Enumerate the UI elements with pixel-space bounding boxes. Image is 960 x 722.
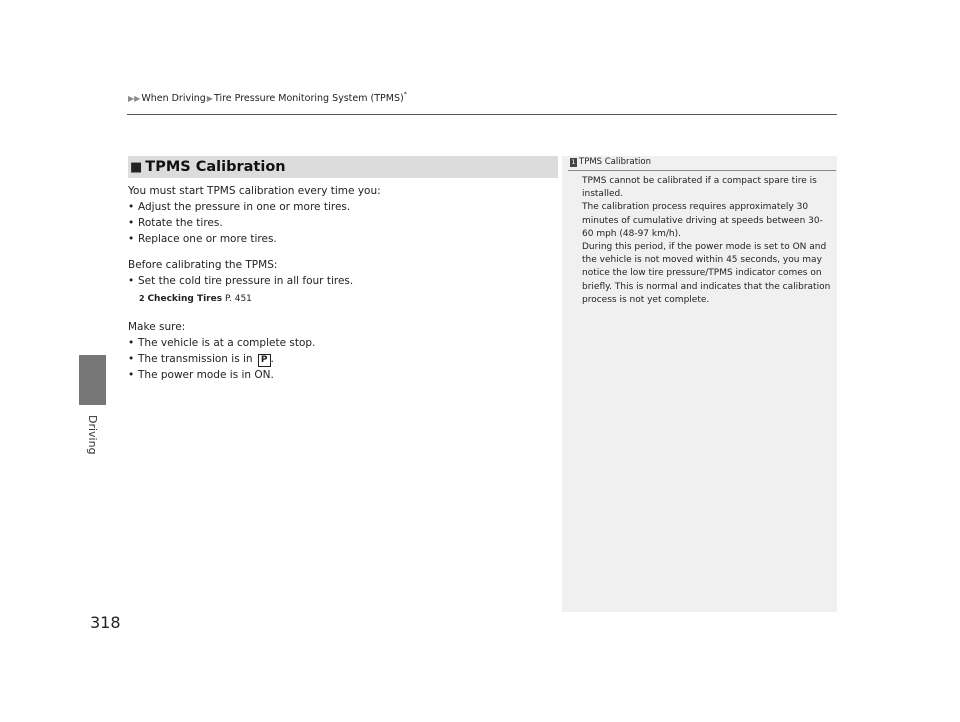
note-number-icon: 1 [571,158,576,166]
reference-arrow-icon: 2 [139,294,145,303]
breadcrumb-arrow-icon: ▶ [206,94,213,103]
note-title-row [570,157,651,167]
bullet-icon: • [128,337,135,349]
cross-reference-link[interactable] [139,291,558,307]
chapter-tab[interactable] [79,355,106,405]
section-title: TPMS Calibration [145,159,286,175]
bullet-icon: • [128,275,135,287]
note-sidebar [562,156,837,612]
breadcrumb-superscript: * [403,91,407,98]
list-item: • The transmission is in P . [128,353,274,365]
header-divider [127,114,837,115]
make-sure-heading: Make sure: [128,321,186,333]
bullet-icon: • [128,217,135,229]
note-paragraph: TPMS cannot be calibrated if a compact spare tire is installed. [582,176,817,200]
chapter-tab-label: Driving [86,415,99,455]
breadcrumb [127,93,407,104]
reference-page: P. 451 [224,294,252,304]
note-paragraph: During this period, if the power mode is set to ON and the vehicle is not moved within 45 seconds, you may notice the low tire pressure/TPMS indicator comes on briefly. This is normal and indicates that the calibration process is not yet complete. [582,242,831,305]
reference-title: Checking Tires [147,294,223,304]
breadcrumb-item-when-driving[interactable]: When Driving [141,93,206,104]
gear-p-indicator: P [258,354,271,367]
list-item: • Set the cold tire pressure in all four tires. [128,275,354,287]
main-content [128,183,558,383]
before-heading: Before calibrating the TPMS: [128,259,278,271]
page-number: 318 [90,613,121,632]
breadcrumb-item-tpms[interactable]: Tire Pressure Monitoring System (TPMS) [213,93,404,104]
section-header [128,156,558,178]
bullet-icon: • [128,233,135,245]
list-item: • The power mode is in ON. [128,369,274,381]
square-bullet-icon: ■ [130,159,143,175]
note-title: TPMS Calibration [579,157,651,167]
list-item: • Rotate the tires. [128,217,223,229]
bullet-icon: • [128,353,135,365]
breadcrumb-arrow-icon: ▶▶ [128,94,141,103]
bullet-icon: • [128,369,135,381]
bullet-icon: • [128,201,135,213]
note-divider [568,170,836,171]
list-item: • The vehicle is at a complete stop. [128,337,316,349]
intro-text: You must start TPMS calibration every time you: [128,185,381,197]
note-body [582,175,832,307]
list-item: • Replace one or more tires. [128,233,277,245]
note-paragraph: The calibration process requires approximately 30 minutes of cumulative driving at speeds between 30-60 mph (48-97 km/h). [582,202,823,239]
list-item: • Adjust the pressure in one or more tires. [128,201,351,213]
